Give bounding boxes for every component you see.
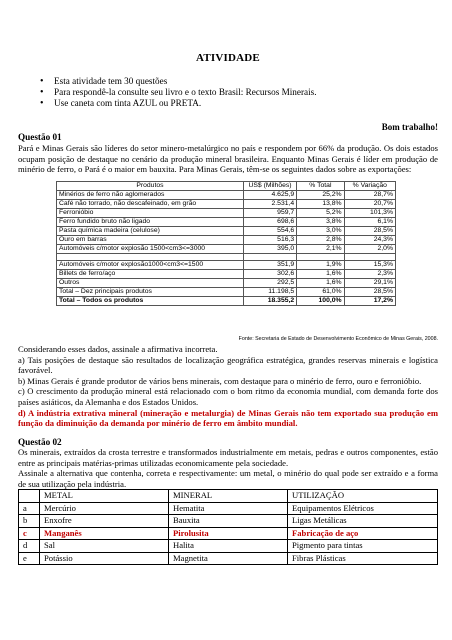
cell-pct-var: 2,3% [344, 270, 395, 279]
cell-usd: 302,6 [243, 270, 296, 279]
header-metal: METAL [40, 490, 169, 503]
table-source: Fonte: Secretaria de Estado de Desenvolvimento Econômico de Minas Gerais, 2008. [238, 336, 438, 342]
cell-product: Ferronióbio [57, 209, 244, 218]
question-1-body [18, 344, 438, 429]
instruction-item: • Para respondê-la consulte seu livro e o texto Brasil: Recursos Minerais. [40, 87, 317, 98]
cell-pct-var: 6,1% [344, 218, 395, 227]
table-row [57, 227, 396, 236]
cell-pct-total: 2,8% [297, 236, 344, 245]
option-c: c) O crescimento da produção mineral está relacionado com o bom ritmo da economia mundial, com demanda forte dos países asiáticos, da Alemanha e dos Estados Unidos. [18, 386, 438, 407]
exports-table-header [57, 182, 396, 191]
header-usd: US$ (Milhões) [243, 182, 296, 191]
cell-metal: Sal [40, 540, 169, 553]
table-row [57, 191, 396, 200]
cell-product: Total – Dez principais produtos [57, 288, 244, 297]
option-b: b) Minas Gerais é grande produtor de vários bens minerais, com destaque para o minério de ferro, ouro e ferronióbio. [18, 375, 422, 386]
cell-pct-var: 24,3% [344, 236, 395, 245]
minerals-table [18, 489, 438, 565]
cell-usd: 516,3 [243, 236, 296, 245]
cell-metal: Potássio [40, 552, 169, 565]
cell-mineral: Bauxita [169, 515, 288, 528]
cell-utilizacao: Fabricação de aço [288, 527, 438, 540]
cell-usd: 351,9 [243, 261, 296, 270]
cell-product: Total – Todos os produtos [57, 297, 244, 306]
cell-letter: a [19, 502, 40, 515]
cell-pct-var: 101,3% [344, 209, 395, 218]
cell-pct-var: 15,3% [344, 261, 395, 270]
cell-letter: e [19, 552, 40, 565]
cell-pct-total: 100,0% [297, 297, 344, 306]
table-row [19, 515, 438, 528]
table-row [57, 288, 396, 297]
question-2-heading: Questão 02 [18, 437, 62, 447]
table-row [57, 279, 396, 288]
cell-pct-total: 1,9% [297, 261, 344, 270]
table-spacer-row [57, 254, 396, 261]
table-row [19, 502, 438, 515]
option-a: a) Tais posições de destaque são resultados de localização geográfica estratégica, grandes reservas minerais e logística favorável. [18, 354, 438, 376]
cell-pct-total: 3,0% [297, 227, 344, 236]
cell-pct-total: 13,8% [297, 200, 344, 209]
cell-product: Café não torrado, não descafeinado, em grão [57, 200, 244, 209]
table-row-highlighted [19, 527, 438, 540]
minerals-table-header [19, 490, 438, 503]
cell-usd: 4.625,9 [243, 191, 296, 200]
table-row [19, 552, 438, 565]
cell-product: Pasta química madeira (celulose) [57, 227, 244, 236]
table-row [57, 270, 396, 279]
header-letter [19, 490, 40, 503]
page-title: ATIVIDADE [196, 52, 260, 64]
cell-utilizacao: Ligas Metálicas [288, 515, 438, 528]
table-row [57, 200, 396, 209]
cell-usd: 18.355,2 [243, 297, 296, 306]
table-row [57, 245, 396, 254]
cell-pct-var: 28,7% [344, 191, 395, 200]
table-row [57, 261, 396, 270]
cell-pct-total: 2,1% [297, 245, 344, 254]
cell-usd: 11.198,5 [243, 288, 296, 297]
header-variacao: % Variação [344, 182, 395, 191]
cell-product: Automóveis c/motor explosão 1500<cm3<=3000 [57, 245, 244, 254]
cell-pct-var: 29,1% [344, 279, 395, 288]
question-2-body [18, 447, 438, 489]
header-utilizacao: UTILIZAÇÃO [288, 490, 438, 503]
cell-pct-total: 1,6% [297, 279, 344, 288]
header-produtos: Produtos [57, 182, 244, 191]
cell-letter: d [19, 540, 40, 553]
cell-pct-total: 61,0% [297, 288, 344, 297]
cell-usd: 2.531,4 [243, 200, 296, 209]
cell-pct-total: 25,2% [297, 191, 344, 200]
question-1-prompt: Considerando esses dados, assinale a afirmativa incorreta. [18, 344, 218, 354]
exports-table [56, 181, 396, 306]
header-total: % Total [297, 182, 344, 191]
instruction-item: • Esta atividade tem 30 questões [40, 76, 317, 87]
cell-pct-total: 5,2% [297, 209, 344, 218]
cell-pct-var: 17,2% [344, 297, 395, 306]
question-2-prompt: Assinale a alternativa que contenha, correta e respectivamente: um metal, o minério do qual pode ser extraído e a forma de sua utilização pela indústria. [18, 468, 438, 489]
cell-metal: Enxofre [40, 515, 169, 528]
instruction-item: • Use caneta com tinta AZUL ou PRETA. [40, 98, 317, 109]
greeting-text: Bom trabalho! [381, 122, 438, 132]
table-row [57, 236, 396, 245]
option-d: d) A indústria extrativa mineral (mineração e metalurgia) de Minas Gerais não tem exportado sua produção em função da diminuição da demanda por minério de ferro em âmbito mundial. [18, 407, 438, 429]
cell-mineral: Pirolusita [169, 527, 288, 540]
cell-utilizacao: Equipamentos Elétricos [288, 502, 438, 515]
cell-utilizacao: Pigmento para tintas [288, 540, 438, 553]
cell-product: Ouro em barras [57, 236, 244, 245]
table-row [57, 209, 396, 218]
cell-metal: Mercúrio [40, 502, 169, 515]
cell-product: Automóveis c/motor explosão1000<cm3<=1500 [57, 261, 244, 270]
cell-pct-var: 28,5% [344, 227, 395, 236]
question-1-intro-text: Pará e Minas Gerais são líderes do setor minero-metalúrgico no país e respondem por 66% da produção. Os dois estados ocupam posição de destaque no cenário da produção mineral brasileira. Enquanto Minas Gerais é líder em produção de minério de ferro, o Pará é o maior em bauxita. Para Minas Gerais, têm-se os seguintes dados sobre as exportações: [18, 143, 438, 175]
cell-product: Ferro fundido bruto não ligado [57, 218, 244, 227]
question-1-intro [18, 143, 438, 175]
cell-mineral: Magnetita [169, 552, 288, 565]
table-row [57, 218, 396, 227]
cell-usd: 395,0 [243, 245, 296, 254]
cell-letter: c [19, 527, 40, 540]
cell-mineral: Halita [169, 540, 288, 553]
question-2-intro: Os minerais, extraídos da crosta terrestre e transformados industrialmente em metais, pedras e outros componentes, estão entre as principais matérias-primas utilizadas economicamente pela sociedade. [18, 447, 438, 468]
cell-usd: 959,7 [243, 209, 296, 218]
cell-product: Minérios de ferro não aglomerados [57, 191, 244, 200]
instruction-list [40, 76, 317, 109]
cell-product: Billets de ferro/aço [57, 270, 244, 279]
cell-mineral: Hematita [169, 502, 288, 515]
cell-pct-var: 2,0% [344, 245, 395, 254]
cell-usd: 554,6 [243, 227, 296, 236]
cell-pct-var: 28,5% [344, 288, 395, 297]
cell-pct-total: 1,6% [297, 270, 344, 279]
cell-utilizacao: Fibras Plásticas [288, 552, 438, 565]
cell-product: Outros [57, 279, 244, 288]
header-mineral: MINERAL [169, 490, 288, 503]
cell-pct-total: 3,8% [297, 218, 344, 227]
question-1-heading: Questão 01 [18, 132, 62, 142]
cell-pct-var: 20,7% [344, 200, 395, 209]
cell-usd: 698,6 [243, 218, 296, 227]
cell-usd: 292,5 [243, 279, 296, 288]
cell-metal: Manganês [40, 527, 169, 540]
table-total-row [57, 297, 396, 306]
cell-letter: b [19, 515, 40, 528]
table-row [19, 540, 438, 553]
